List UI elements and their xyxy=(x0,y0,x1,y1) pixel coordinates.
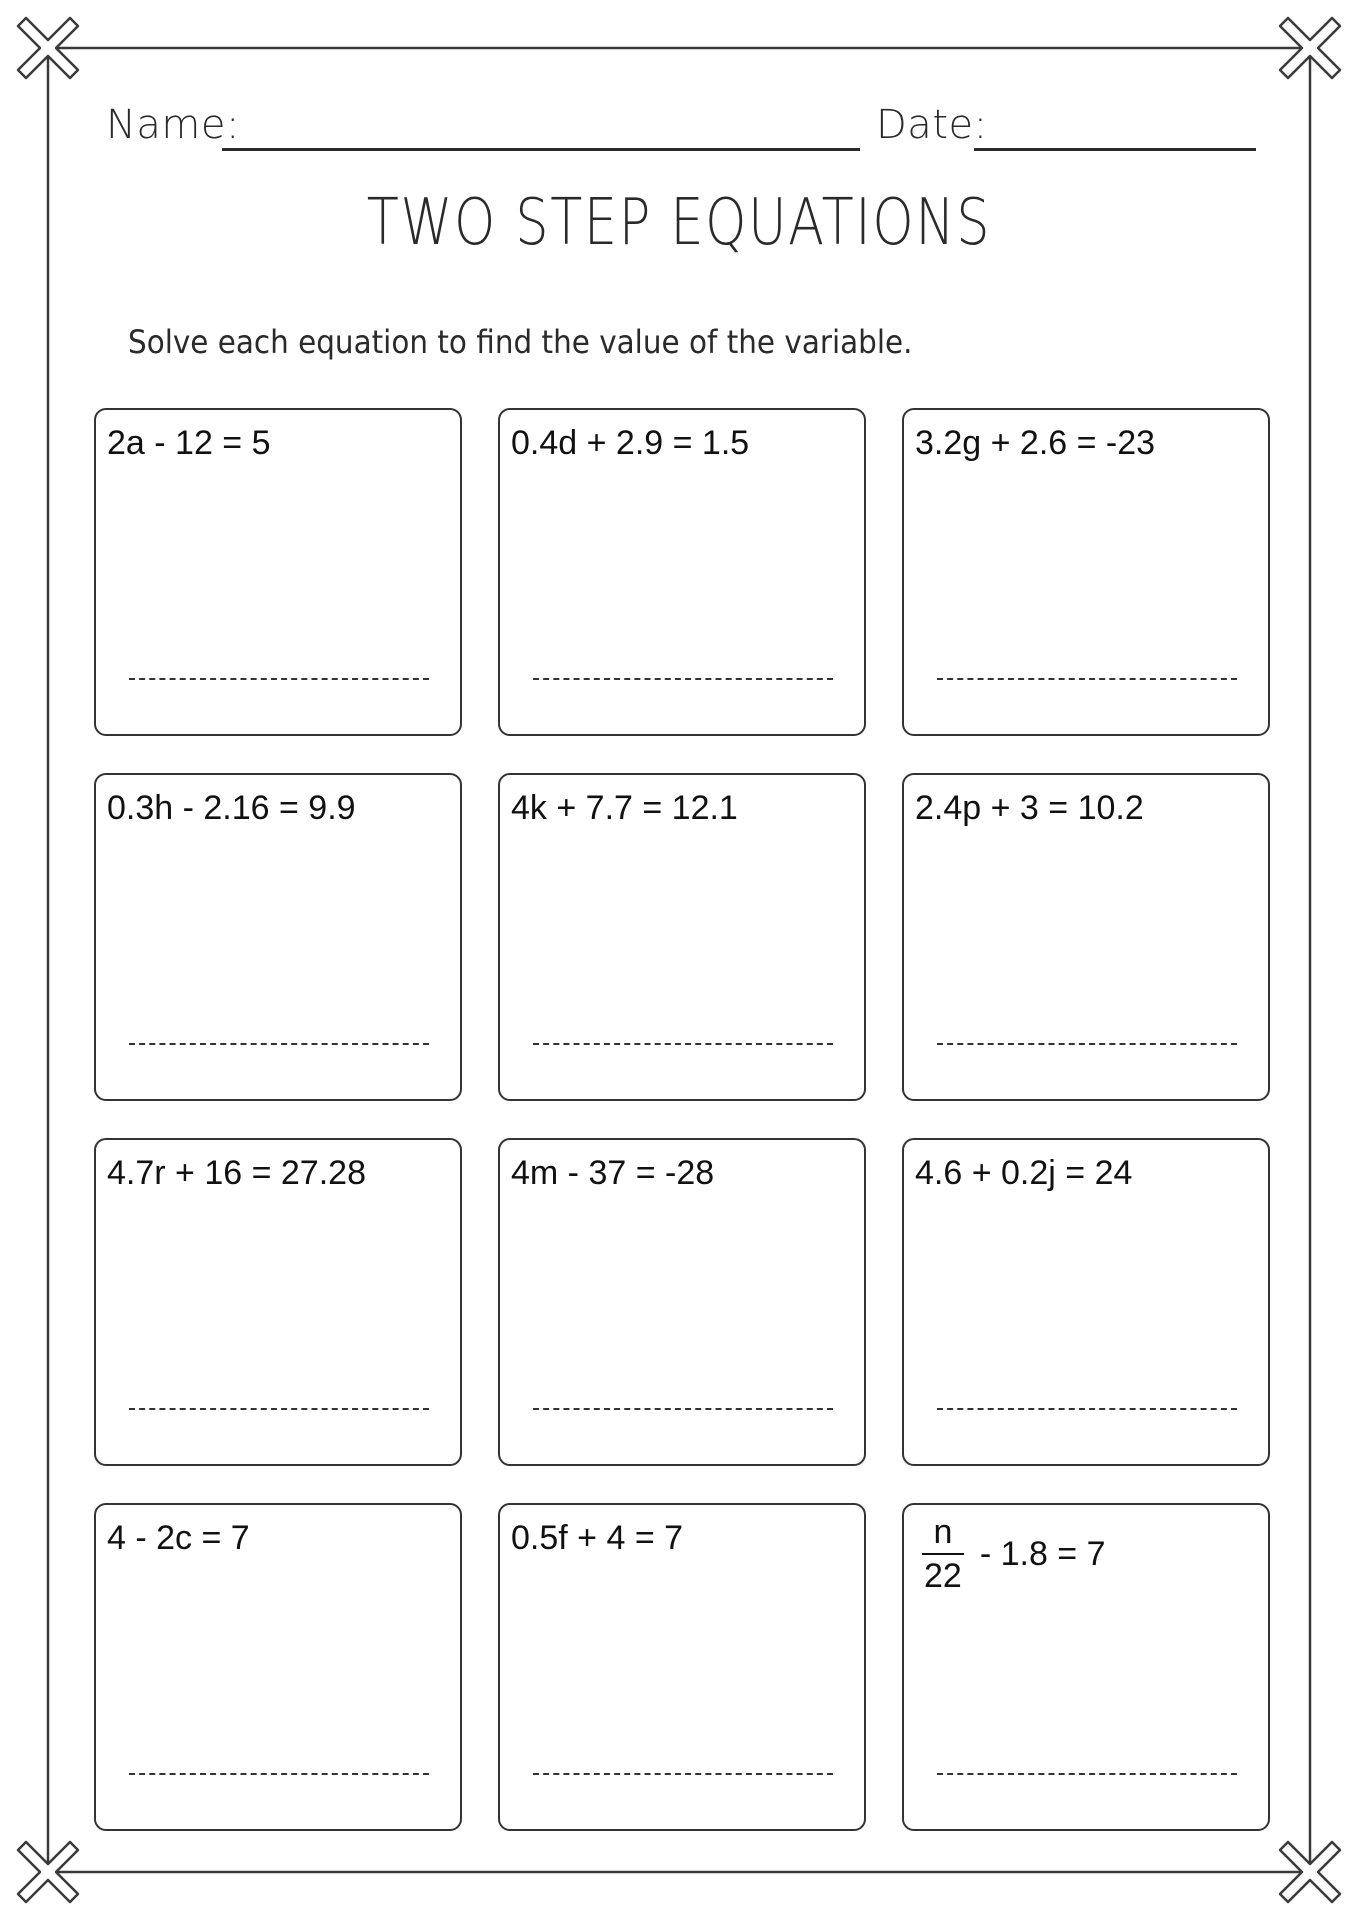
problem-box[interactable] xyxy=(902,1503,1270,1831)
date-label: Date: xyxy=(876,102,988,148)
answer-line[interactable] xyxy=(937,1773,1237,1775)
fraction xyxy=(920,1515,966,1593)
equation-text: 0.4d + 2.9 = 1.5 xyxy=(511,424,750,462)
problem-box[interactable] xyxy=(498,408,866,736)
answer-line[interactable] xyxy=(533,678,833,680)
answer-line[interactable] xyxy=(129,1408,429,1410)
problem-box[interactable] xyxy=(902,773,1270,1101)
fraction-denominator: 22 xyxy=(924,1557,962,1595)
equation-text: 2.4p + 3 = 10.2 xyxy=(915,789,1144,827)
fraction-numerator: n xyxy=(933,1513,953,1551)
equation-text: 4.7r + 16 = 27.28 xyxy=(107,1154,366,1192)
equation-text: 2a - 12 = 5 xyxy=(107,424,271,462)
problem-box[interactable] xyxy=(94,1503,462,1831)
answer-line[interactable] xyxy=(129,1773,429,1775)
fraction-equation xyxy=(920,1515,1106,1593)
equation-text: 4 - 2c = 7 xyxy=(107,1519,250,1557)
answer-line[interactable] xyxy=(533,1773,833,1775)
problem-box[interactable] xyxy=(902,1138,1270,1466)
date-field-line[interactable] xyxy=(974,148,1256,151)
equation-text: 4m - 37 = -28 xyxy=(511,1154,715,1192)
equation-text: 0.5f + 4 = 7 xyxy=(511,1519,684,1557)
name-label: Name: xyxy=(106,102,240,148)
equation-text: 4.6 + 0.2j = 24 xyxy=(915,1154,1133,1192)
equation-text: 4k + 7.7 = 12.1 xyxy=(511,789,738,827)
instructions-text: Solve each equation to find the value of the variable. xyxy=(128,323,913,361)
problem-box[interactable] xyxy=(498,1503,866,1831)
equation-text: - 1.8 = 7 xyxy=(979,1534,1106,1573)
problem-box[interactable] xyxy=(498,1138,866,1466)
problem-box[interactable] xyxy=(94,773,462,1101)
answer-line[interactable] xyxy=(533,1408,833,1410)
equation-text: 0.3h - 2.16 = 9.9 xyxy=(107,789,356,827)
problem-box[interactable] xyxy=(94,1138,462,1466)
answer-line[interactable] xyxy=(937,678,1237,680)
equation-text: 3.2g + 2.6 = -23 xyxy=(915,424,1156,462)
answer-line[interactable] xyxy=(533,1043,833,1045)
answer-line[interactable] xyxy=(129,1043,429,1045)
problem-grid xyxy=(94,408,1270,1831)
problem-box[interactable] xyxy=(498,773,866,1101)
answer-line[interactable] xyxy=(937,1408,1237,1410)
problem-box[interactable] xyxy=(94,408,462,736)
answer-line[interactable] xyxy=(937,1043,1237,1045)
problem-box[interactable] xyxy=(902,408,1270,736)
answer-line[interactable] xyxy=(129,678,429,680)
name-field-line[interactable] xyxy=(222,148,860,151)
worksheet-title: TWO STEP EQUATIONS xyxy=(366,186,992,260)
